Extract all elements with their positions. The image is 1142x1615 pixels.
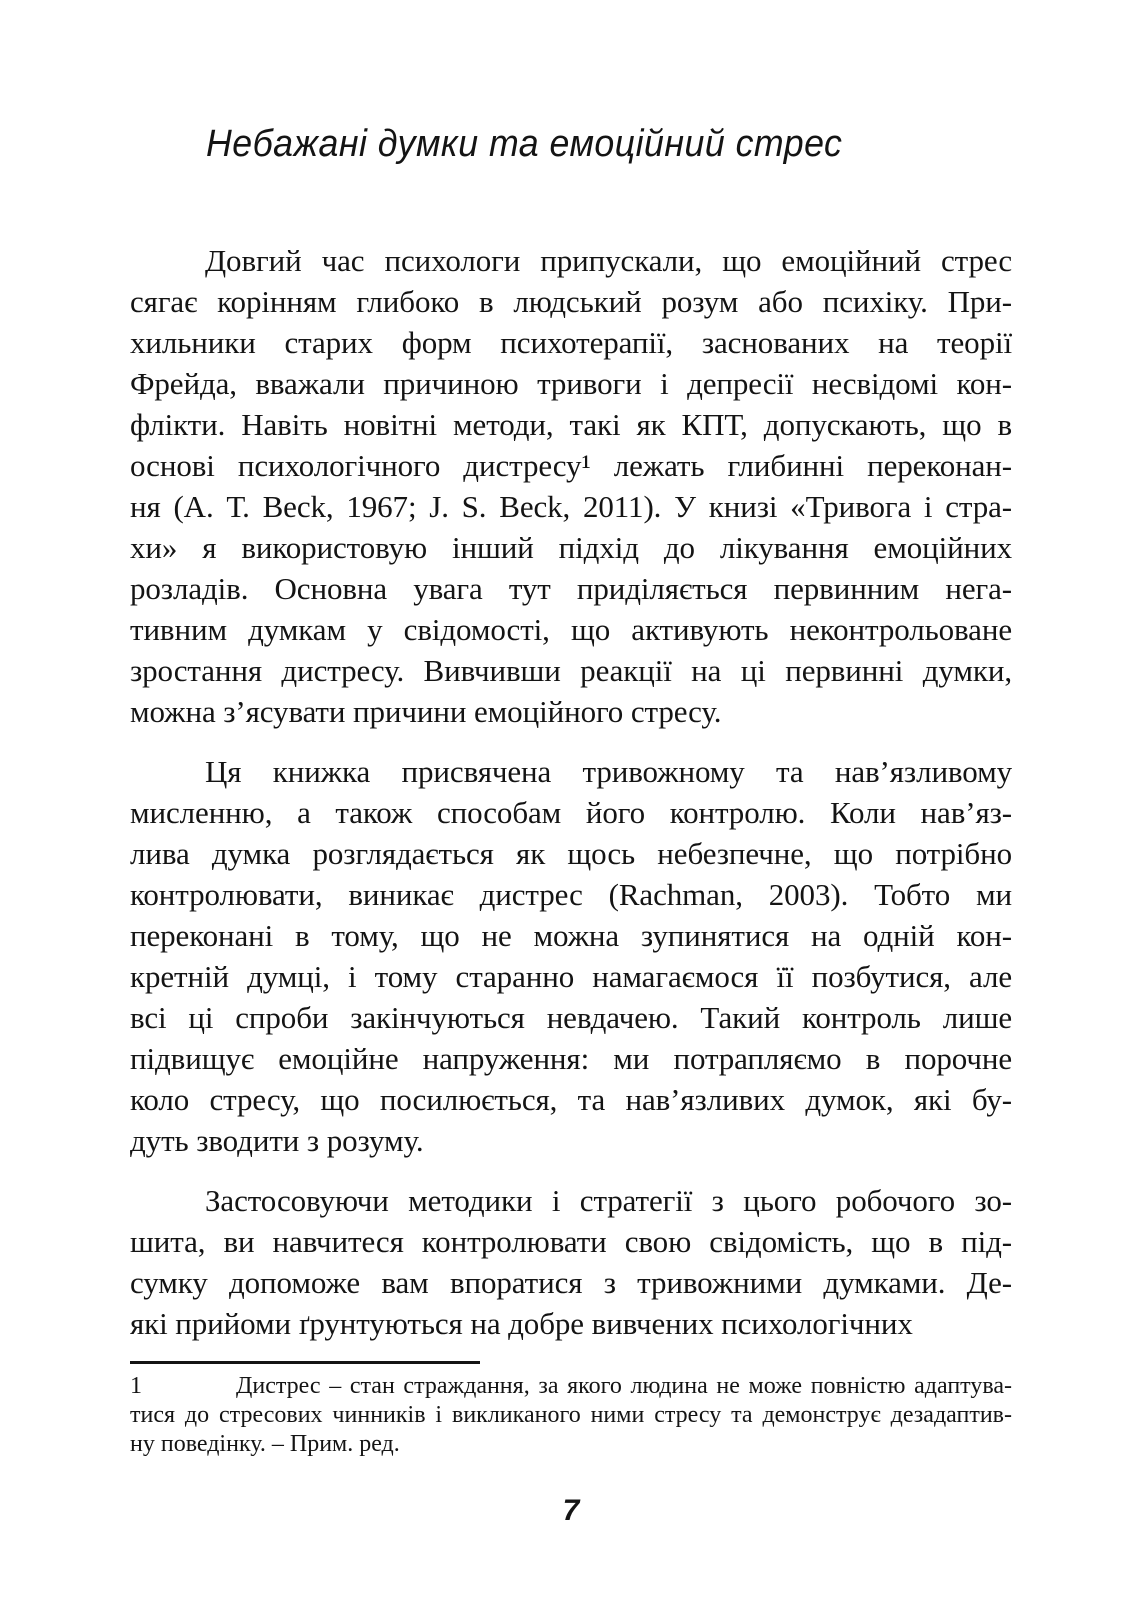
page-number: 7: [562, 1494, 580, 1527]
footnote: [130, 1372, 1012, 1459]
text-line: хи» я використовую інший підхід до лікування емоційних: [130, 530, 1012, 565]
footnote-line: 1 Дистрес – стан страждання, за якого людина не може повністю адаптува-: [130, 1373, 1012, 1399]
chapter-heading: Небажані думки та емоційний стрес: [206, 123, 843, 165]
text-line: ня (А. Т. Beck, 1967; J. S. Beck, 2011). У книзі «Тривога і стра-: [130, 489, 1012, 524]
paragraph: [130, 1180, 1012, 1344]
footnote-line: ну поведінку. – Прим. ред.: [130, 1431, 400, 1457]
text-line: можна з’ясувати причини емоційного стресу.: [130, 694, 722, 729]
text-line: які прийоми ґрунтуються на добре вивчених психологічних: [130, 1306, 913, 1341]
text-line: кретній думці, і тому старанно намагаємося її позбутися, але: [130, 959, 1012, 994]
paragraph: [130, 751, 1012, 1161]
footnote-divider: [130, 1361, 480, 1364]
text-line: мисленню, а також способам його контролю. Коли нав’яз-: [130, 795, 1012, 830]
text-line: підвищує емоційне напруження: ми потрапляємо в порочне: [130, 1041, 1012, 1076]
text-line: Застосовуючи методики і стратегії з цього робочого зо-: [205, 1183, 1012, 1218]
text-line: зростання дистресу. Вивчивши реакції на ці первинні думки,: [130, 653, 1012, 688]
text-line: переконані в тому, що не можна зупинятися на одній кон-: [130, 918, 1012, 953]
text-line: флікти. Навіть новітні методи, такі як КПТ, допускають, що в: [130, 407, 1012, 442]
paragraph: [130, 240, 1012, 732]
body-text: [130, 240, 1012, 1344]
text-line: розладів. Основна увага тут приділяється первинним нега-: [130, 571, 1012, 606]
text-line: дуть зводити з розуму.: [130, 1123, 424, 1158]
text-line: лива думка розглядається як щось небезпечне, що потрібно: [130, 836, 1012, 871]
text-line: сумку допоможе вам впоратися з тривожними думками. Де-: [130, 1265, 1012, 1300]
text-line: всі ці спроби закінчуються невдачею. Такий контроль лише: [130, 1000, 1012, 1035]
footnote-marker: 1: [130, 1373, 142, 1399]
text-line: тивним думкам у свідомості, що активують неконтрольоване: [130, 612, 1012, 647]
text-line: коло стресу, що посилюється, та нав’язливих думок, які бу-: [130, 1082, 1012, 1117]
text-line: сягає корінням глибоко в людський розум або психіку. При-: [130, 284, 1012, 319]
text-line: контролювати, виникає дистрес (Rachman, 2003). Тобто ми: [130, 877, 1012, 912]
text-line: основі психологічного дистресу¹ лежать глибинні переконан-: [130, 448, 1012, 483]
text-line: Довгий час психологи припускали, що емоційний стрес: [205, 243, 1012, 278]
text-line: хильники старих форм психотерапії, заснованих на теорії: [130, 325, 1012, 360]
text-line: шита, ви навчитеся контролювати свою свідомість, що в під-: [130, 1224, 1012, 1259]
footnote-line: тися до стресових чинників і викликаного ними стресу та демонструє дезадаптив-: [130, 1402, 1012, 1428]
text-line: Фрейда, вважали причиною тривоги і депресії несвідомі кон-: [130, 366, 1012, 401]
text-line: Ця книжка присвячена тривожному та нав’язливому: [205, 754, 1012, 789]
